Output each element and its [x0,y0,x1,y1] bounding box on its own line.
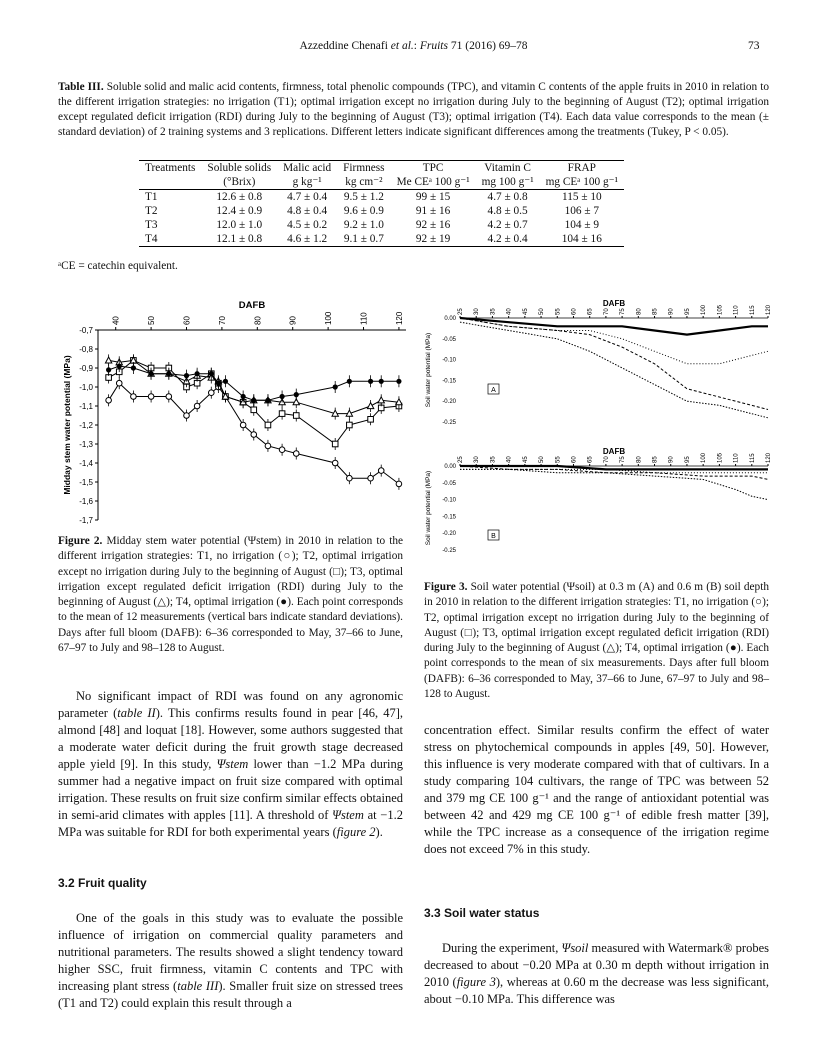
header-citation: 71 (2016) 69–78 [450,40,528,52]
table-header: Firmness [337,161,390,176]
table-header: Treatments [139,161,201,176]
data-point-T4 [216,381,221,386]
x-tick-label: 80 [636,308,643,315]
table-cell: 99 ± 15 [415,191,451,203]
y-tick-label: -1,3 [79,440,93,449]
data-point-T4 [106,367,111,372]
paragraph: One of the goals in this study was to evaluate the possible influence of irrigation on commercial quality parameters and nutritional parameters. The results showed a slight tendency toward higher SSC, fruit firmness, vitamin C contents and TPC with increasing plant stress (table III). Smaller fruit size on stressed trees (T1 and T2) could explain this result through a [58,911,403,1010]
x-tick-label: 75 [620,308,627,315]
data-point-T1 [166,394,172,400]
data-point-T2 [279,411,285,417]
data-point-T1 [208,390,214,396]
header-authors: Azzeddine Chenafi [299,40,388,52]
table-cell: 115 ± 10 [561,191,602,203]
x-tick-label: 50 [539,308,546,315]
header-etal: et al. [390,40,414,52]
paragraph: No significant impact of RDI was found on any agronomic parameter (table II). This confirms results found in pear [46, 47], almond [48] and loquat [18]. However, some authors suggested that a moderate water deficit during the fruit growth stage decreased apple yield [9]. In this study, Ψstem lower than −1.2 MPa during summer had a negative impact on fruit size compared with optimal irrigation. These results on fruit size confirm similar effects obtained in semi-arid climates with apples [11]. A threshold of Ψstem at −1.2 MPa was suitable for RDI for both experimental years (figure 2). [58,689,403,839]
table-cell: 12.1 ± 0.8 [201,232,277,247]
table-link[interactable]: table II [117,706,156,720]
data-point-T4 [166,371,171,376]
x-tick-label: 85 [652,308,659,315]
x-tick-label: 60 [571,308,578,315]
x-tick-label: 50 [539,456,546,463]
data-point-T4 [117,364,122,369]
left-column-text [58,688,403,841]
data-point-T1 [368,475,374,481]
data-point-T3 [378,397,384,403]
table-cell: 4.8 ± 0.5 [487,205,528,217]
y-tick-label: -0.05 [442,336,456,343]
data-point-T4 [368,379,373,384]
table-header-unit: Me CEᵃ 100 g⁻¹ [391,175,476,190]
table-header-unit: (°Brix) [201,175,277,190]
data-point-T4 [265,398,270,403]
table-cell: 9.6 ± 0.9 [343,205,384,217]
y-tick-label: -0.20 [442,399,456,406]
x-tick-label: 115 [749,453,756,463]
figure3-caption [424,580,769,702]
x-tick-label: 90 [288,316,298,325]
y-tick-label: -0.10 [442,497,456,504]
data-point-T4 [241,394,246,399]
y-tick-label: -0.10 [442,357,456,364]
right-column-text-2 [424,940,769,1008]
x-tick-label: 70 [603,456,610,463]
y-tick-label: -0,7 [79,326,93,335]
y-tick-label: -0,9 [79,364,93,373]
panel-label: B [491,533,496,540]
table-cell: T2 [145,205,158,217]
data-point-T1 [194,403,200,409]
data-point-T1 [106,398,112,404]
section-heading: 3.3 Soil water status [424,906,540,920]
data-point-T2 [251,407,257,413]
y-tick-label: -1,5 [79,478,93,487]
table-cell: 9.1 ± 0.7 [337,232,390,247]
x-tick-label: 120 [766,304,772,315]
x-tick-label: 85 [652,456,659,463]
x-tick-label: 75 [620,456,627,463]
x-tick-label: 105 [717,304,724,315]
x-tick-label: 110 [359,312,369,325]
data-point-T4 [251,398,256,403]
section-heading: 3.2 Fruit quality [58,876,147,890]
y-tick-label: -1,7 [79,516,93,525]
table-link[interactable]: table III [177,979,219,993]
table-label: Table III. [58,81,104,93]
data-point-T1 [131,394,137,400]
data-table [139,160,624,247]
table-cell: 12.0 ± 1.0 [216,219,263,231]
data-point-T4 [333,384,338,389]
y-tick-label: -1,1 [79,402,93,411]
data-point-T1 [251,432,257,438]
x-tick-label: 70 [603,308,610,315]
table-cell: 4.2 ± 0.4 [476,232,540,247]
x-tick-label: 60 [182,316,192,325]
table-cell: 12.4 ± 0.9 [216,205,263,217]
x-tick-label: 25 [458,456,464,463]
x-tick-label: 50 [147,316,157,325]
table-header-unit [139,175,201,190]
x-tick-label: 90 [668,308,675,315]
y-tick-label: -0.25 [442,420,456,426]
x-tick-label: 100 [701,304,708,315]
x-tick-label: 115 [749,305,756,315]
table-cell: T4 [139,232,201,247]
x-tick-label: 65 [587,456,594,463]
table-header-unit: g kg⁻¹ [277,175,337,190]
x-tick-label: 60 [571,456,578,463]
table-cell: 12.6 ± 0.8 [216,191,263,203]
figure2-caption [58,534,403,656]
data-point-T1 [378,468,384,474]
table-header-unit: kg cm⁻² [337,175,390,190]
x-tick-label: 45 [522,308,529,315]
table-header: TPC [391,161,476,176]
y-tick-label: -0.15 [442,514,456,521]
table-caption-text: Soluble solid and malic acid contents, firmness, total phenolic compounds (TPC), and vitamin C contents of the apple fruits in 2010 in relation to the different irrigation strategies: no irrigation (T1); optimal irrigation except no irrigation during July to the beginning of August (T2); optimal irrigation except regulated deficit irrigation (RDI) during July to the beginning of August (T3); optimal irrigation (T4). Each data value corresponds to the mean (± standard deviation) of 2 training systems and 3 replications. Different letters indicate significant differences among the treatments (Tukey, P < 0.05). [58,81,770,138]
panel-label: A [491,387,496,394]
x-tick-label: 80 [253,316,263,325]
figure2-label: Figure 2. [58,535,103,547]
x-tick-label: 80 [636,456,643,463]
x-tick-label: 100 [324,311,334,325]
table-row [139,190,624,205]
x-tick-label: 55 [555,308,562,315]
x-tick-label: 70 [217,316,227,325]
data-point-T1 [279,447,285,453]
data-point-T2 [265,422,271,428]
left-column-text-2 [58,910,403,1012]
chart-title: DAFB [602,447,626,456]
y-tick-label: -1,6 [79,497,93,506]
y-tick-label: -0,8 [79,345,93,354]
figure3-chart [422,298,772,570]
y-axis-label: Soil water potential (MPa) [425,332,432,408]
x-tick-label: 110 [733,453,740,463]
y-axis-label: Midday stem water potential (MPa) [62,355,72,495]
table-cell: 9.2 ± 1.0 [343,219,384,231]
data-point-T1 [116,380,122,386]
y-tick-label: 0.00 [444,316,456,322]
table-cell: 106 ± 7 [564,205,600,217]
table-header-unit: mg 100 g⁻¹ [476,175,540,190]
x-tick-label: 120 [766,452,772,463]
header-journal: Fruits [419,40,448,52]
x-tick-label: 100 [701,452,708,463]
data-point-T3 [367,403,373,409]
series-line-T1 [460,469,768,499]
x-tick-label: 65 [587,308,594,315]
series-line-T1 [460,322,768,418]
data-point-T3 [105,357,111,363]
x-tick-label: 55 [555,456,562,463]
x-tick-label: 110 [733,305,740,315]
figure3-label: Figure 3. [424,581,468,593]
x-tick-label: 40 [506,308,513,315]
data-point-T4 [294,392,299,397]
y-tick-label: -0.05 [442,480,456,487]
table-header: Soluble solids [201,161,277,176]
table-header: FRAP [540,161,624,176]
table-row [139,218,624,232]
series-line-T2 [460,318,768,410]
data-point-T4 [223,379,228,384]
figure2-caption-text: Midday stem water potential (Ψstem) in 2010 in relation to the different irrigation strategies: T1, no irrigation (○); T2, optimal irrigation except no irrigation during July to the beginning of August (□); T3, optimal irrigation except regulated deficit irrigation (RDI) during July to the beginning of August (△); T4, optimal irrigation (●). Each point corresponds to the mean of 12 measurements (vertical bars indicate standard deviations). Days after full bloom (DAFB): 6–36 corresponded to May, 37–66 to June, 67–97 to July and 98–128 to August. [58,535,404,655]
y-tick-label: -1,0 [79,383,93,392]
series-line-T3 [460,318,768,364]
x-tick-label: 95 [684,456,691,463]
data-point-T1 [265,443,271,449]
data-point-T1 [184,413,190,419]
table-cell: 4.7 ± 0.4 [287,191,328,203]
table-cell: 92 ± 19 [391,232,476,247]
data-point-T2 [347,422,353,428]
page-number: 73 [748,40,760,52]
table-cell: T3 [145,219,158,231]
data-point-T4 [279,394,284,399]
data-point-T1 [293,451,299,457]
y-tick-label: -1,2 [79,421,93,430]
data-point-T4 [347,379,352,384]
y-axis-label: Soil water potential (MPa) [425,470,432,546]
table-cell: 9.5 ± 1.2 [343,191,384,203]
x-tick-label: 35 [490,308,497,315]
figure3-caption-text: Soil water potential (Ψsoil) at 0.3 m (A) and 0.6 m (B) soil depth in 2010 in relation to the different irrigation strategies: T1, no irrigation (○); T2, optimal irrigation except no irrigation during July to the beginning of August (□); T3, optimal irrigation except regulated deficit irrigation (RDI) during July to the beginning of August (△); T4, optimal irrigation (●). Each point corresponds to the mean of six measurements. Days after full bloom (DAFB): 6–36 corresponded to May, 37–66 to June, 67–97 to July and 98–128 to August. [424,581,769,701]
table-cell: 4.6 ± 1.2 [277,232,337,247]
table-header: Vitamin C [476,161,540,176]
x-tick-label: 30 [474,308,481,315]
table-caption [58,80,769,140]
y-tick-label: -0.20 [442,531,456,538]
data-point-T1 [148,394,154,400]
figure2-chart [58,296,413,526]
figure-link[interactable]: figure 2 [336,825,376,839]
data-point-T4 [209,371,214,376]
table-cell: 91 ± 16 [415,205,451,217]
paragraph: During the experiment, Ψsoil measured with Watermark® probes decreased to about −0.20 MPa at 0.30 m depth without irrigation in 2010 (figure 3), whereas at 0.60 m the decrease was less significant, about −0.10 MPa. This difference was [424,941,769,1006]
data-point-T2 [293,413,299,419]
data-point-T2 [332,441,338,447]
table-cell: T1 [145,191,158,203]
x-tick-label: 105 [717,452,724,463]
chart-title: DAFB [602,299,626,308]
table-cell: 4.7 ± 0.8 [487,191,528,203]
x-tick-label: 35 [490,456,497,463]
running-header: Azzeddine Chenafi et al.: Fruits 71 (2016) 69–78 [299,40,528,52]
table-header: Malic acid [277,161,337,176]
x-tick-label: 95 [684,308,691,315]
data-point-T1 [347,475,353,481]
table-cell: 4.5 ± 0.2 [287,219,328,231]
data-point-T1 [332,460,338,466]
y-tick-label: -0.15 [442,378,456,385]
x-tick-label: 25 [458,308,464,315]
x-tick-label: 120 [394,311,404,325]
x-tick-label: 40 [111,316,121,325]
data-point-T4 [184,373,189,378]
y-tick-label: -0.25 [442,548,456,554]
data-point-T4 [379,379,384,384]
figure-link[interactable]: figure 3 [456,975,496,989]
x-tick-label: 90 [668,456,675,463]
table-row [139,232,624,247]
x-tick-label: 40 [506,456,513,463]
right-column-text [424,722,769,858]
data-point-T2 [368,417,374,423]
table-header-unit: mg CEᵃ 100 g⁻¹ [540,175,624,190]
data-point-T1 [240,422,246,428]
y-tick-label: 0.00 [444,464,456,470]
x-tick-label: 45 [522,456,529,463]
table-cell: 4.8 ± 0.4 [287,205,328,217]
data-point-T4 [131,365,136,370]
data-point-T4 [149,371,154,376]
paragraph: concentration effect. Similar results confirm the effect of water stress on phytochemical compounds in apples [49, 50]. However, this influence is very moderate compared with that of cultivars. In a study comparing 104 cultivars, the range of TPC was between 52 and 379 mg CE 100 g⁻¹ and the range of antioxidant potential was between 42 and 429 mg CE 100 g⁻¹ of edible fresh matter [39], while the TPC increase as a consequence of the irrigation regime does not exceed 7% in this study. [424,723,769,856]
table-cell: 104 ± 16 [540,232,624,247]
data-point-T4 [195,371,200,376]
table-footnote: ᵃCE = catechin equivalent. [58,260,178,272]
data-point-T4 [396,379,401,384]
table-row [139,204,624,218]
y-tick-label: -1,4 [79,459,93,468]
table-cell: 92 ± 16 [415,219,451,231]
table-cell: 4.2 ± 0.7 [487,219,528,231]
chart-title: DAFB [238,300,266,311]
data-point-T1 [396,481,402,487]
x-tick-label: 30 [474,456,481,463]
table-cell: 104 ± 9 [564,219,600,231]
